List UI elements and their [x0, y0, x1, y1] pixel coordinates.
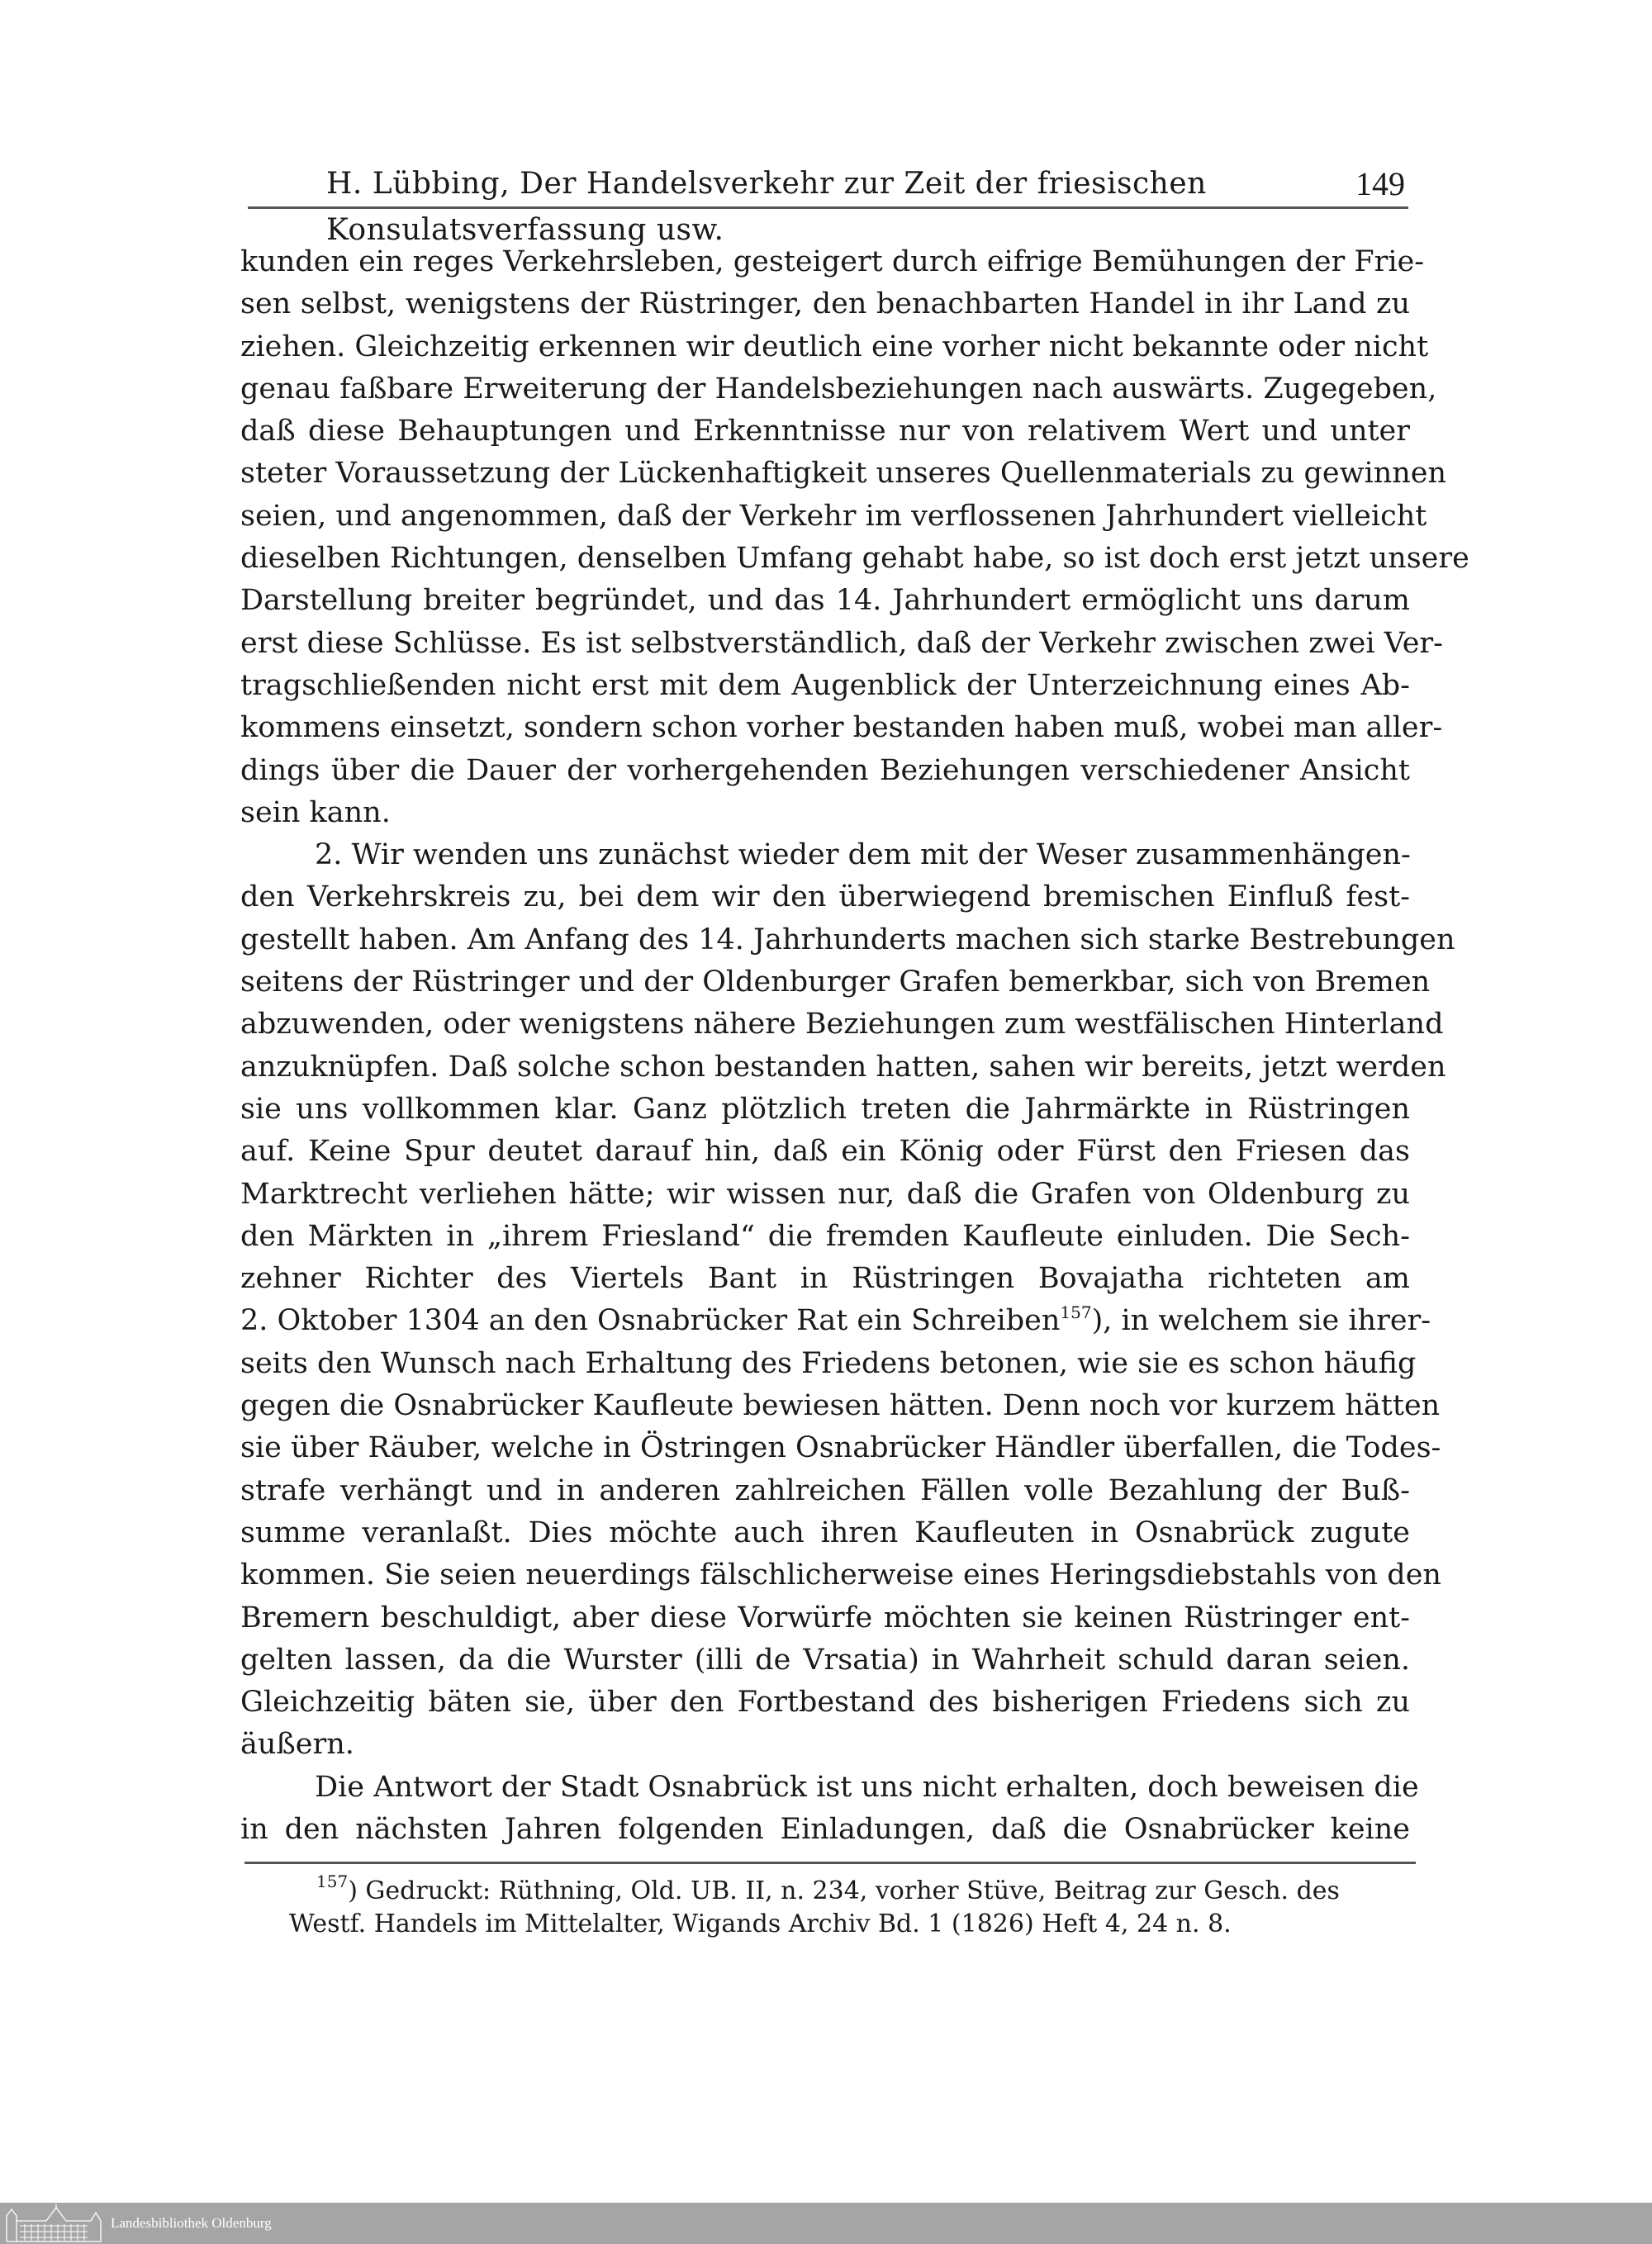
text-line: kommens einsetzt, sondern schon vorher bestanden haben muß, wobei man aller-	[240, 711, 1443, 745]
text-line: auf. Keine Spur deutet darauf hin, daß ein König oder Fürst den Friesen das	[240, 1135, 1410, 1169]
text-line: Marktrecht verliehen hätte; wir wissen nur, daß die Grafen von Oldenburg zu	[240, 1177, 1410, 1211]
text-line: erst diese Schlüsse. Es ist selbstverständlich, daß der Verkehr zwischen zwei Ver-	[240, 626, 1443, 660]
line-segment: 2. Oktober 1304 an den Osnabrücker Rat ein Schreiben	[240, 1304, 1061, 1338]
text-line: gegen die Osnabrücker Kaufleute bewiesen hätten. Denn noch vor kurzem hätten	[240, 1389, 1441, 1423]
text-line: steter Voraussetzung der Lückenhaftigkeit unseres Quellenmaterials zu gewinnen	[240, 457, 1447, 491]
text-line: 2. Wir wenden uns zunächst wieder dem mit der Weser zusammenhängen-	[315, 838, 1411, 872]
running-header	[248, 161, 1408, 247]
text-line: kommen. Sie seien neuerdings fälschlicherweise eines Heringsdiebstahls von den	[240, 1558, 1441, 1592]
footer-bar	[0, 2203, 1652, 2244]
text-line: zehner Richter des Viertels Bant in Rüstringen Bovajatha richteten am	[240, 1262, 1410, 1296]
text-line: sie uns vollkommen klar. Ganz plötzlich treten die Jahrmärkte in Rüstringen	[240, 1092, 1410, 1126]
text-line: den Märkten in „ihrem Friesland“ die fremden Kaufleute einluden. Die Sech-	[240, 1219, 1410, 1253]
text-line: daß diese Behauptungen und Erkenntnisse nur von relativem Wert und unter	[240, 415, 1410, 448]
library-building-icon	[5, 2204, 102, 2242]
institution-name: Landesbibliothek Oldenburg	[111, 2215, 272, 2231]
text-line: strafe verhängt und in anderen zahlreichen Fällen volle Bezahlung der Buß-	[240, 1473, 1410, 1507]
text-line: sie über Räuber, welche in Östringen Osnabrücker Händler überfallen, die Todes-	[240, 1431, 1441, 1465]
text-line: den Verkehrskreis zu, bei dem wir den überwiegend bremischen Einfluß fest-	[240, 880, 1410, 914]
footnote-marker: 157	[316, 1872, 349, 1891]
text-line: Gleichzeitig bäten sie, über den Fortbestand des bisherigen Friedens sich zu	[240, 1686, 1410, 1720]
text-line: seits den Wunsch nach Erhaltung des Friedens betonen, wie sie es schon häufig	[240, 1346, 1417, 1380]
text-line: gestellt haben. Am Anfang des 14. Jahrhunderts machen sich starke Bestrebungen	[240, 923, 1455, 956]
text-line: sein kann.	[240, 795, 391, 829]
text-line: äußern.	[240, 1728, 354, 1762]
line-segment: ), in welchem sie ihrer-	[1091, 1304, 1431, 1338]
page-number: 149	[1355, 165, 1405, 202]
footnote	[289, 1872, 1412, 1941]
text-line: dings über die Dauer der vorhergehenden Beziehungen verschiedener Ansicht	[240, 753, 1410, 787]
text-line: genau faßbare Erweiterung der Handelsbeziehungen nach auswärts. Zugegeben,	[240, 372, 1437, 406]
running-title: H. Lübbing, Der Handelsverkehr zur Zeit der friesischen Konsulatsverfassung usw.	[326, 167, 1207, 247]
text-line: seien, und angenommen, daß der Verkehr im verflossenen Jahrhundert vielleicht	[240, 499, 1427, 533]
footnote-rule	[244, 1862, 1416, 1864]
text-line: Darstellung breiter begründet, und das 14. Jahrhundert ermöglicht uns darum	[240, 584, 1410, 618]
footnote-text: ) Gedruckt: Rüthning, Old. UB. II, n. 234, vorher Stüve, Beitrag zur Gesch. des	[348, 1876, 1340, 1905]
body-text	[240, 241, 1469, 1851]
footnote-reference: 157	[1060, 1302, 1092, 1323]
text-line: abzuwenden, oder wenigstens nähere Beziehungen zum westfälischen Hinterland	[240, 1008, 1444, 1041]
text-line: gelten lassen, da die Wurster (illi de Vrsatia) in Wahrheit schuld daran seien.	[240, 1643, 1410, 1677]
text-line: ziehen. Gleichzeitig erkennen wir deutlich eine vorher nicht bekannte oder nicht	[240, 330, 1429, 363]
text-line: Die Antwort der Stadt Osnabrück ist uns nicht erhalten, doch beweisen die	[315, 1770, 1419, 1804]
text-line: seitens der Rüstringer und der Oldenburger Grafen bemerkbar, sich von Bremen	[240, 965, 1431, 999]
footnote-line	[289, 1872, 1412, 1908]
footnote-line: Westf. Handels im Mittelalter, Wigands Archiv Bd. 1 (1826) Heft 4, 24 n. 8.	[289, 1910, 1232, 1938]
text-line: dieselben Richtungen, denselben Umfang gehabt habe, so ist doch erst jetzt unsere	[240, 542, 1469, 576]
text-line	[240, 1300, 1431, 1342]
header-rule	[248, 206, 1408, 209]
text-line: summe veranlaßt. Dies möchte auch ihren Kaufleuten in Osnabrück zugute	[240, 1516, 1410, 1549]
text-line: anzuknüpfen. Daß solche schon bestanden hatten, sahen wir bereits, jetzt werden	[240, 1050, 1446, 1084]
text-line: kunden ein reges Verkehrsleben, gesteigert durch eifrige Bemühungen der Frie-	[240, 245, 1425, 278]
text-line: in den nächsten Jahren folgenden Einladungen, daß die Osnabrücker keine	[240, 1812, 1410, 1846]
text-line: Bremern beschuldigt, aber diese Vorwürfe möchten sie keinen Rüstringer ent-	[240, 1601, 1410, 1634]
text-line: tragschließenden nicht erst mit dem Augenblick der Unterzeichnung eines Ab-	[240, 668, 1410, 702]
text-line: sen selbst, wenigstens der Rüstringer, den benachbarten Handel in ihr Land zu	[240, 287, 1410, 321]
